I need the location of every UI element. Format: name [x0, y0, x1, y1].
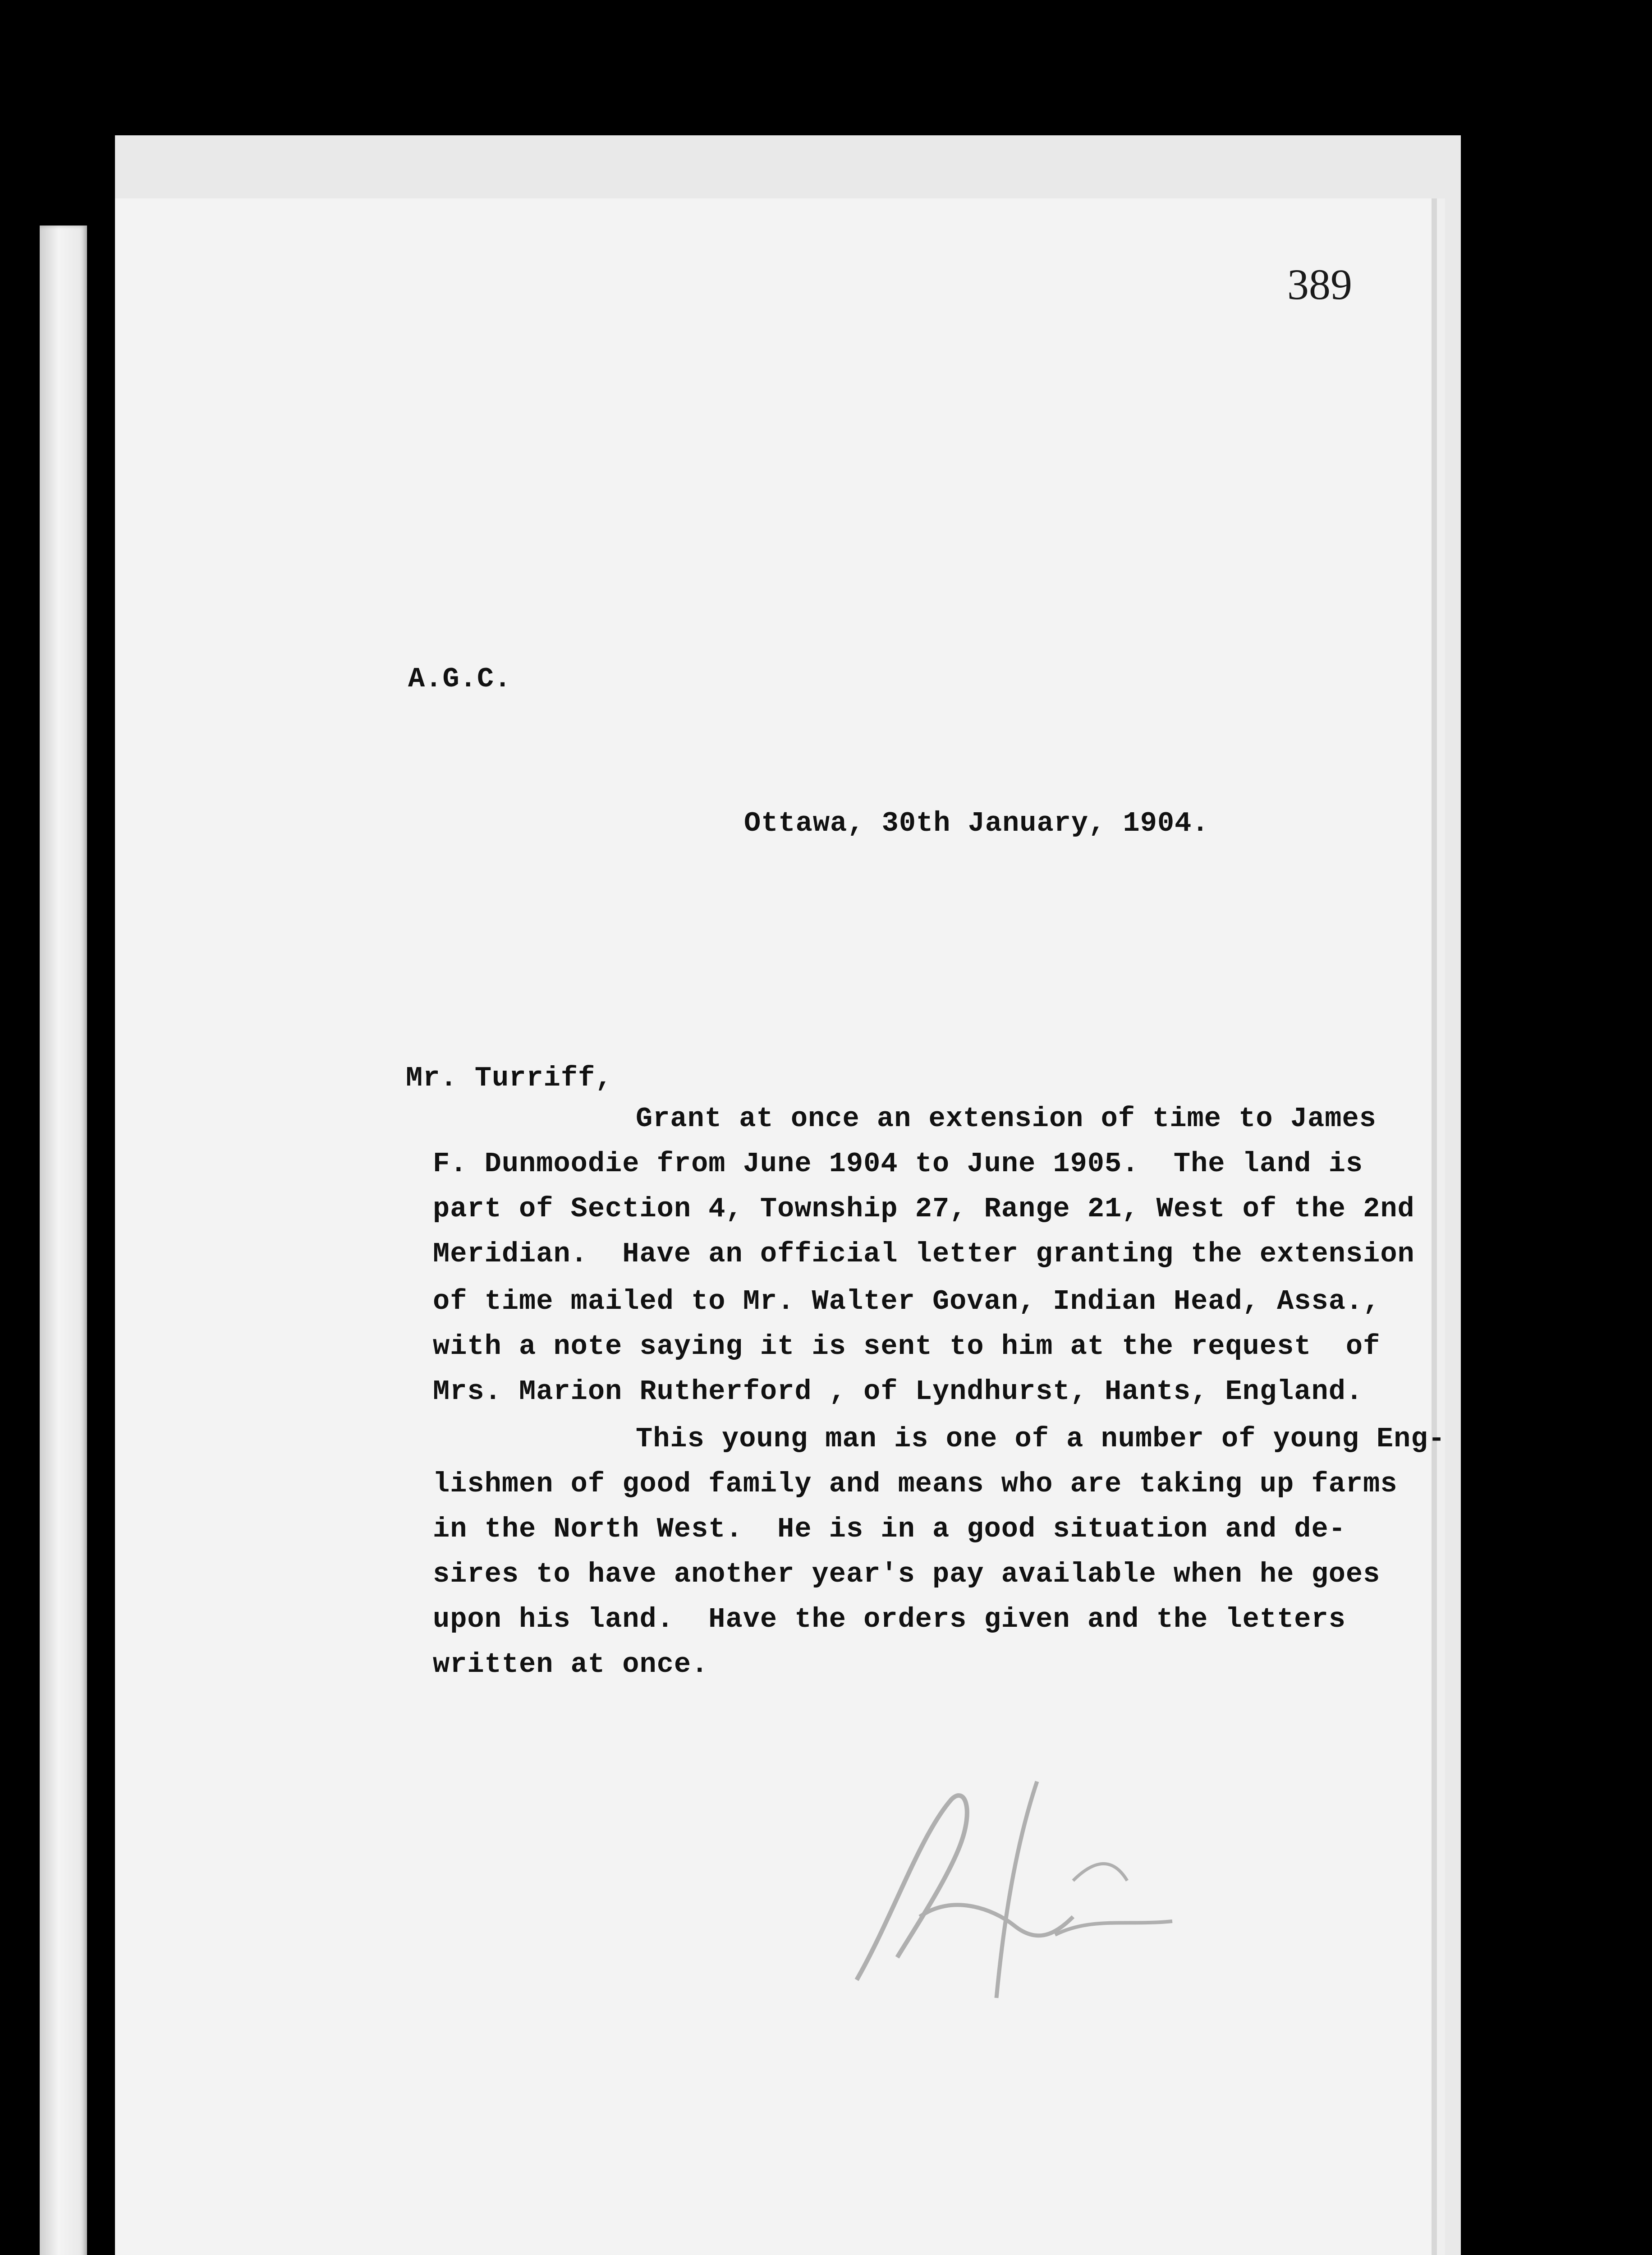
letter-line: sires to have another year's pay available when he goes: [433, 1558, 1381, 1590]
letter-line: in the North West. He is in a good situation and de-: [433, 1513, 1346, 1545]
film-strip-edge: [40, 226, 87, 2255]
letter-line: Mrs. Marion Rutherford , of Lyndhurst, Hants, England.: [433, 1376, 1363, 1408]
letter-initials: A.G.C.: [408, 663, 512, 695]
page-number: 389: [1287, 260, 1352, 308]
letter-line: Meridian. Have an official letter granting the extension: [433, 1238, 1415, 1270]
document-page: [115, 198, 1432, 2255]
letter-line: F. Dunmoodie from June 1904 to June 1905. The land is: [433, 1148, 1363, 1180]
letter-salutation: Mr. Turriff,: [406, 1062, 613, 1094]
handwritten-signature: [803, 1745, 1208, 2025]
letter-dateline: Ottawa, 30th January, 1904.: [744, 807, 1209, 839]
letter-line: with a note saying it is sent to him at the request of: [433, 1330, 1381, 1362]
letter-line: upon his land. Have the orders given and the letters: [433, 1603, 1346, 1635]
letter-line: of time mailed to Mr. Walter Govan, Indian Head, Assa.,: [433, 1285, 1381, 1317]
letter-line: Grant at once an extension of time to James: [636, 1103, 1377, 1135]
letter-line: part of Section 4, Township 27, Range 21, West of the 2nd: [433, 1193, 1415, 1225]
letter-line: lishmen of good family and means who are taking up farms: [433, 1468, 1398, 1500]
letter-line: This young man is one of a number of young Eng-: [636, 1423, 1446, 1455]
letter-line: written at once.: [433, 1648, 709, 1680]
